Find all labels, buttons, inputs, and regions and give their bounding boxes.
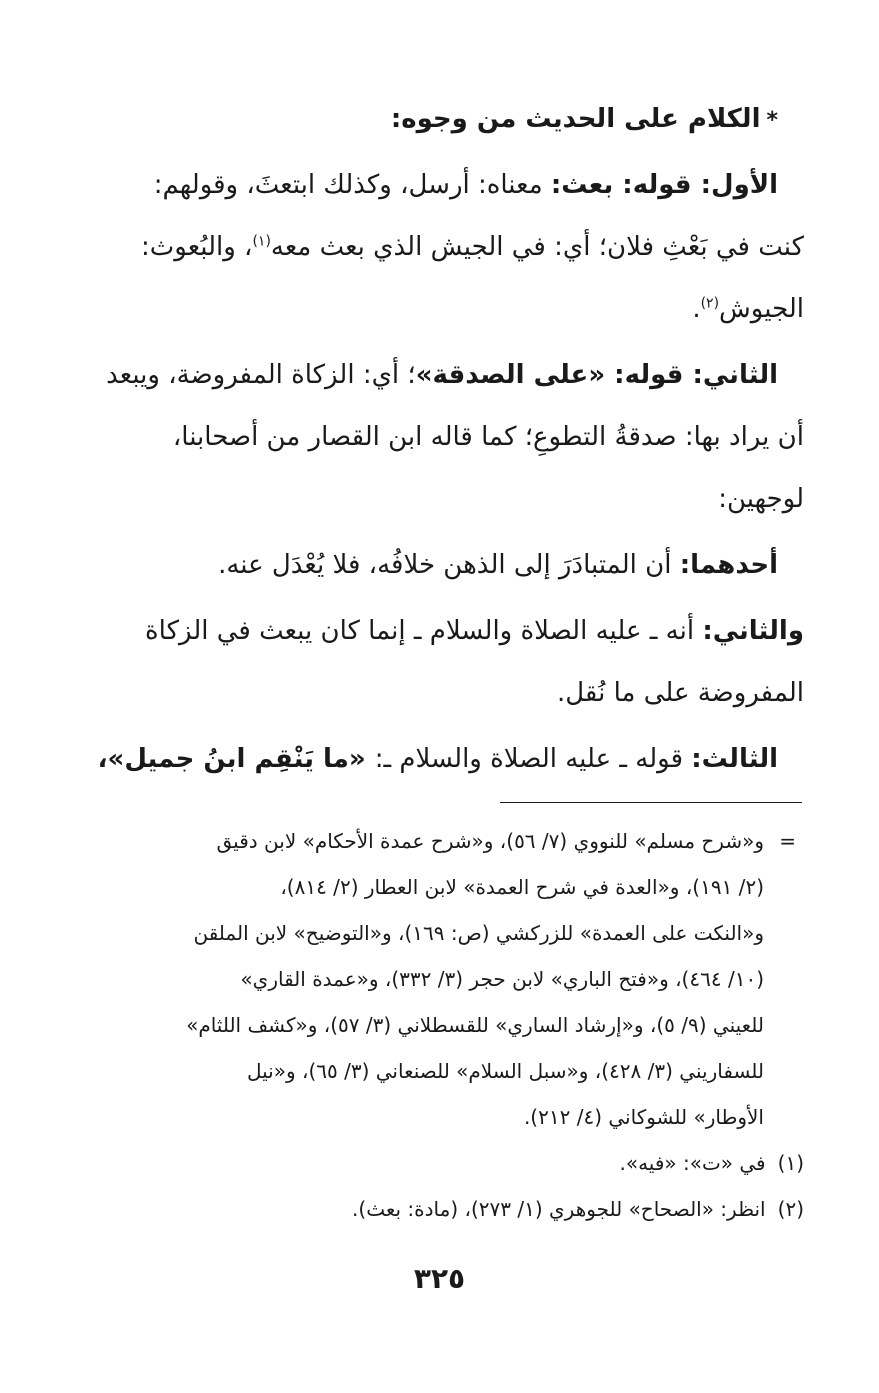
point-two-lead: الثاني: قوله:: [614, 360, 778, 390]
point-one-lead: الأول: قوله: بعث:: [550, 170, 778, 200]
paragraph-first-line: [92, 600, 804, 662]
point-one-text: معناه: أرسل، وكذلك ابتعثَ، وقولهم:: [153, 170, 551, 200]
paragraph-first-line: [92, 534, 804, 596]
text-run: .: [692, 294, 701, 324]
page-number: ٣٢٥: [413, 1262, 466, 1295]
footnote-number: (٢): [777, 1197, 804, 1221]
reason-two-lead: والثاني:: [702, 616, 804, 646]
continuation-marker: =: [779, 829, 796, 853]
quoted-hadith-phrase: «ما يَنْقِم ابنُ جميل»،: [97, 744, 375, 774]
footnote-divider: [500, 802, 802, 803]
footnote-line: للسفاريني (٣/ ٤٢٨)، و«سبل السلام» للصنعاني (٣/ ٦٥)، و«نيل: [246, 1059, 764, 1083]
footnotes: [92, 818, 804, 1232]
asterisk-icon: *: [766, 108, 778, 133]
paragraph-line: [92, 216, 804, 278]
footnote-line: للعيني (٩/ ٥)، و«إرشاد الساري» للقسطلاني (٣/ ٥٧)، و«كشف اللثام»: [186, 1013, 764, 1037]
footnote-text: في «ت»: «فيه».: [619, 1151, 766, 1175]
footnote-2: [92, 1186, 804, 1232]
paragraph-line: المفروضة على ما نُقل.: [556, 678, 804, 708]
text-run: كنت في بَعْثِ فلان؛ أي: في الجيش الذي بعث معه: [270, 232, 804, 262]
footnote-ref-2[interactable]: (٢): [700, 295, 720, 312]
paragraph-first-line: [92, 344, 804, 406]
paragraph-first-line: [92, 154, 804, 216]
paragraph-line: أن يراد بها: صدقةُ التطوعِ؛ كما قاله ابن القصار من أصحابنا،: [172, 422, 804, 452]
text-run: ، والبُعوث:: [141, 232, 253, 262]
footnote-line: (١٠/ ٤٦٤)، و«فتح الباري» لابن حجر (٣/ ٣٣٢)، و«عمدة القاري»: [240, 967, 764, 991]
footnote-line: الأوطار» للشوكاني (٤/ ٢١٢).: [523, 1105, 764, 1129]
paragraph-line: [92, 278, 804, 340]
paragraph-first-line: [92, 728, 804, 790]
reason-one-lead: أحدهما:: [679, 550, 778, 580]
text-run: الجيوش: [719, 294, 804, 324]
footnote-line: و«شرح مسلم» للنووي (٧/ ٥٦)، و«شرح عمدة الأحكام» لابن دقيق: [216, 829, 764, 853]
quoted-hadith-phrase: «على الصدقة»: [415, 360, 615, 390]
footnote-ref-1[interactable]: (١): [252, 233, 271, 250]
heading-text: الكلام على الحديث من وجوه:: [390, 104, 761, 134]
text-run: قوله ـ عليه الصلاة والسلام ـ:: [374, 744, 692, 774]
footnote-text: انظر: «الصحاح» للجوهري (١/ ٢٧٣)، (مادة: بعث).: [352, 1197, 766, 1221]
point-three-lead: الثالث:: [691, 744, 778, 774]
text-run: أنه ـ عليه الصلاة والسلام ـ إنما كان يبعث في الزكاة: [145, 616, 703, 646]
footnote-line: و«النكت على العمدة» للزركشي (ص: ١٦٩)، و«التوضيح» لابن الملقن: [193, 921, 764, 945]
footnote-line: (٢/ ١٩١)، و«العدة في شرح العمدة» لابن العطار (٢/ ٨١٤)،: [280, 875, 764, 899]
section-heading: [92, 88, 804, 150]
main-text: [92, 88, 804, 790]
text-run: أن المتبادَرَ إلى الذهن خلافُه، فلا يُعْدَل عنه.: [218, 550, 680, 580]
footnote-continuation: [92, 818, 804, 1140]
footnote-number: (١): [777, 1151, 804, 1175]
footnote-1: [92, 1140, 804, 1186]
paragraph-line: لوجهين:: [718, 484, 804, 514]
text-run: ؛ أي: الزكاة المفروضة، ويبعد: [106, 360, 416, 390]
